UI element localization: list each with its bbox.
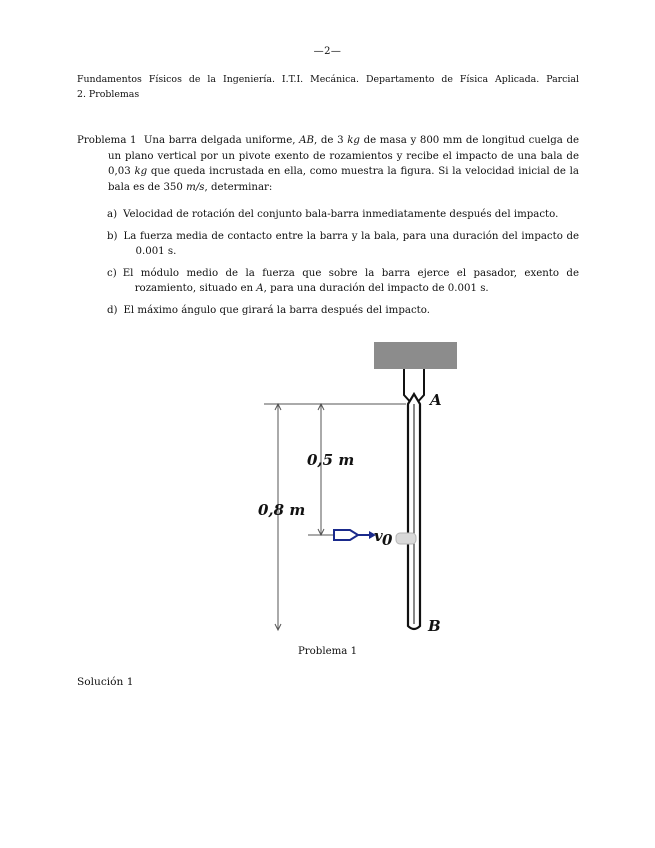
unit-kg-1: kg [347,135,360,146]
item-text: El máximo ángulo que girará la barra después del impacto. [123,304,430,316]
question-item [107,266,579,297]
header-line-2: 2. Problemas [77,89,140,100]
question-item [107,207,579,223]
item-text-pre: El módulo medio de la fuerza que sobre la barra ejerce el pasador, exento de rozamiento, situado en [122,267,579,294]
problem-text-3: de masa y 800 mm de longitud cuelga de un plano vertical por un pivote exento de rozamientos y recibe el impacto de una bala de 0,03 [108,135,579,177]
support-block [374,342,457,369]
bar-ab: AB [299,135,314,146]
question-item [107,229,579,260]
figure-caption: Problema 1 [297,646,358,657]
item-label: d) [107,304,118,316]
problem-statement [77,133,579,195]
item-label: a) [107,209,118,220]
velocity-label: v [374,527,383,545]
question-list [107,207,579,324]
dimension-label-short: 0,5 m [307,451,355,469]
item-label: b) [107,230,118,242]
problem-paragraph [77,133,579,195]
solution-heading: Solución 1 [77,676,134,688]
item-text: La fuerza media de contacto entre la barra y la bala, para una duración del impacto de 0.001 s. [123,230,579,257]
question-item [107,303,579,319]
point-a: A [256,283,264,294]
problem-text-1: Una barra delgada uniforme, [143,135,296,146]
velocity-subscript: 0 [382,531,393,549]
bullet [396,533,416,544]
item-text: Velocidad de rotación del conjunto bala-barra inmediatamente después del impacto. [123,209,559,220]
label-point-a: A [430,391,442,409]
problem-label: Problema 1 [77,135,137,146]
unit-ms: m/s [186,181,205,193]
problem-figure [250,338,460,638]
item-label: c) [107,267,117,279]
dimension-label-long: 0,8 m [258,501,306,519]
label-point-b: B [428,617,441,635]
problem-text-5: , determinar: [204,181,273,193]
velocity-arrow [334,530,358,540]
header-line-1: Fundamentos Físicos de la Ingeniería. I.T.I. Mecánica. Departamento de Física Aplicada. Parcial [77,74,579,85]
running-header [77,72,579,102]
problem-text-2: , de 3 [313,135,344,146]
page-number: —2— [313,46,342,57]
unit-kg-2: kg [134,166,148,177]
item-text [123,266,579,297]
problem-text-4: que queda incrustada en ella, como muestra la figura. Si la velocidad inicial de la bala es de 350 [108,166,580,193]
item-text-post: , para una duración del impacto de 0.001 s. [263,283,489,294]
